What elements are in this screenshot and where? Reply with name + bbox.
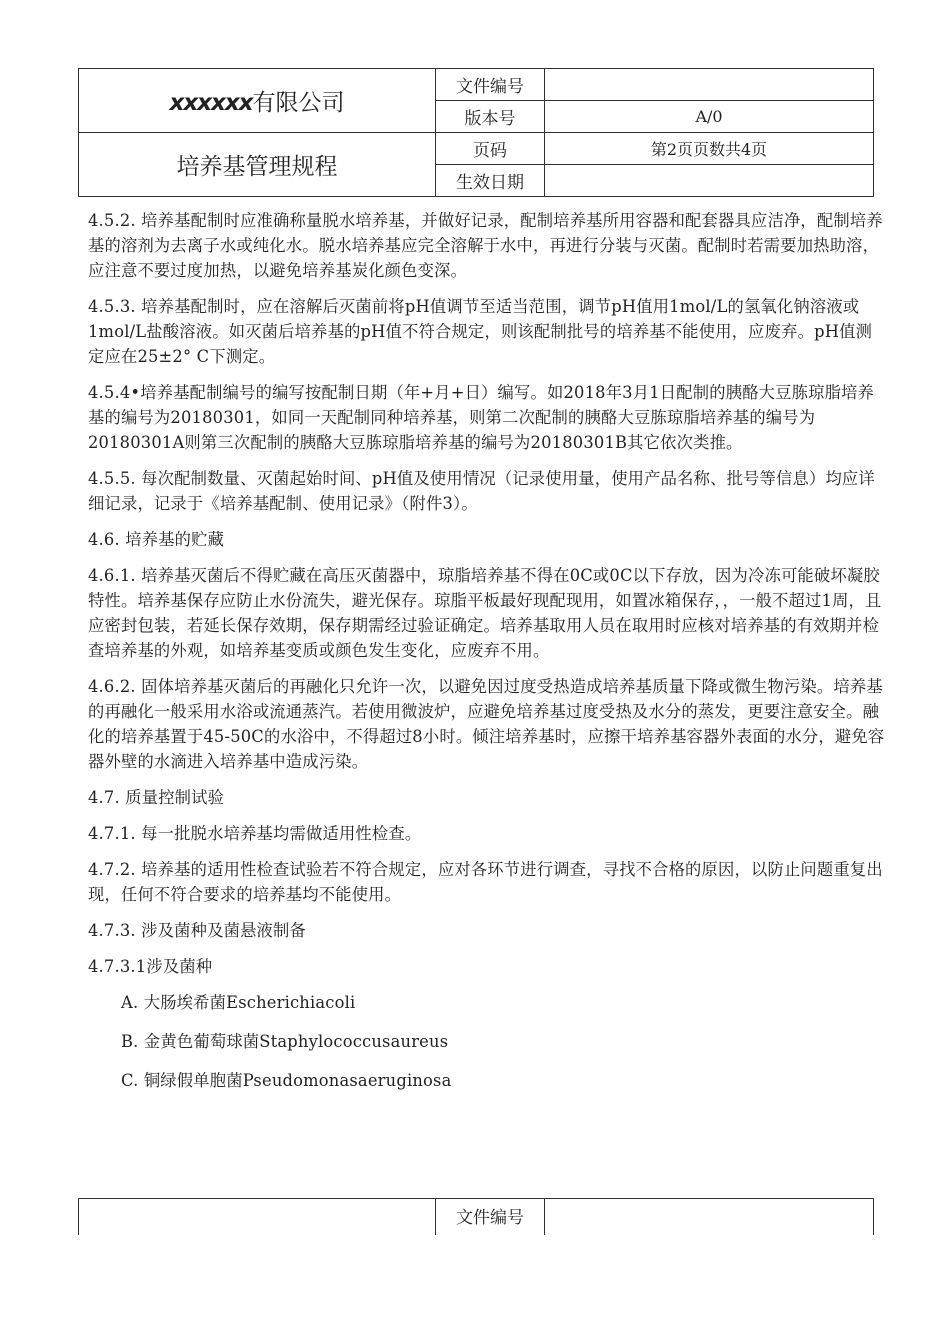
section-4-5-4: 4.5.4•培养基配制编号的编写按配制日期（年+月+日）编写。如2018年3月1日配制的胰酪大豆胨琼脂培养基的编号为20180301，如同一天配制同种培养基，则第二次配制的胰酪大豆胨琼脂培养基的编号为20180301A则第三次配制的胰酪大豆胨琼脂培养基的编号为20180301B其它依次类推。: [88, 383, 875, 452]
section-4-6-2: 4.6.2. 固体培养基灭菌后的再融化只允许一次，以避免因过度受热造成培养基质量下降或微生物污染。培养基的再融化一般采用水浴或流通蒸汽。若使用微波炉，应避免培养基过度受热及水分的蒸发，更要注意安全。融化的培养基置于45-50C的水浴中，不得超过8小时。倾注培养基时，应擦干培养基容器外表面的水分，避免容器外壁的水滴进入培养基中造成污染。: [88, 677, 885, 771]
version-label: 版本号: [436, 101, 545, 133]
effective-date-label: 生效日期: [436, 165, 545, 197]
page-value: 第2页页数共4页: [545, 133, 874, 165]
version-value: A/0: [545, 101, 874, 133]
company-name: [79, 69, 436, 133]
section-4-5-2: 4.5.2. 培养基配制时应准确称量脱水培养基，并做好记录，配制培养基所用容器和配套器具应洁净，配制培养基的溶剂为去离子水或纯化水。脱水培养基应完全溶解于水中，再进行分装与灭菌。配制时若需要加热助溶，应注意不要过度加热，以避免培养基炭化颜色变深。: [88, 211, 883, 280]
page-label: 页码: [436, 133, 545, 165]
company-name-prefix: xxxxxx: [169, 90, 253, 116]
document-body: [88, 208, 888, 1107]
next-page-header-table: [78, 1198, 874, 1235]
next-page-file-number-label: 文件编号: [436, 1199, 545, 1236]
strain-item-c: C. 铜绿假单胞菌Pseudomonasaeruginosa: [121, 1071, 452, 1090]
strain-item-a: A. 大肠埃希菌Escherichiacoli: [121, 993, 356, 1012]
section-4-7-3-heading: 4.7.3. 涉及菌种及菌悬液制备: [88, 921, 306, 940]
section-4-7-1: 4.7.1. 每一批脱水培养基均需做适用性检查。: [88, 824, 422, 843]
next-page-file-number-value: [545, 1199, 874, 1236]
section-4-6-heading: 4.6. 培养基的贮藏: [88, 530, 225, 549]
next-page-company-cell: [79, 1199, 436, 1236]
document-title: 培养基管理规程: [79, 133, 436, 197]
file-number-value: [545, 69, 874, 101]
file-number-label: 文件编号: [436, 69, 545, 101]
company-name-suffix: 有限公司: [252, 90, 345, 116]
section-4-7-heading: 4.7. 质量控制试验: [88, 788, 225, 807]
strain-item-b: B. 金黄色葡萄球菌Staphylococcusaureus: [121, 1032, 449, 1051]
section-4-5-5: 4.5.5. 每次配制数量、灭菌起始时间、pH值及使用情况（记录使用量，使用产品名称、批号等信息）均应详细记录，记录于《培养基配制、使用记录》（附件3）。: [88, 469, 875, 513]
effective-date-value: [545, 165, 874, 197]
document-header-table: [78, 68, 874, 197]
section-4-5-3: 4.5.3. 培养基配制时，应在溶解后灭菌前将pH值调节至适当范围，调节pH值用1mol/L的氢氧化钠溶液或1mol/L盐酸溶液。如灭菌后培养基的pH值不符合规定，则该配制批号的培养基不能使用，应废弃。pH值测定应在25±2° C下测定。: [88, 297, 873, 366]
section-4-6-1: 4.6.1. 培养基灭菌后不得贮藏在高压灭菌器中，琼脂培养基不得在0C或0C以下存放，因为冷冻可能破坏凝胶特性。培养基保存应防止水份流失，避光保存。琼脂平板最好现配现用，如置冰箱保存，，一般不超过1周，且应密封包装，若延长保存效期，保存期需经过验证确定。培养基取用人员在取用时应核对培养基的有效期并检查培养基的外观，如培养基变质或颜色发生变化，应废弃不用。: [88, 566, 882, 660]
section-4-7-2: 4.7.2. 培养基的适用性检查试验若不符合规定，应对各环节进行调查，寻找不合格的原因，以防止问题重复出现，任何不符合要求的培养基均不能使用。: [88, 860, 883, 904]
section-4-7-3-1-heading: 4.7.3.1涉及菌种: [88, 957, 213, 976]
